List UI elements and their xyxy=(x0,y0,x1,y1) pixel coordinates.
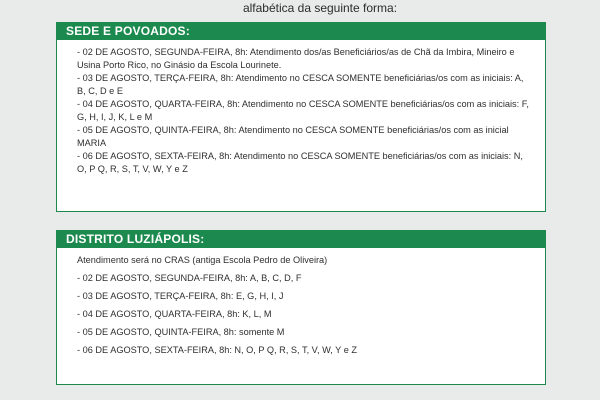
schedule-item: - 04 DE AGOSTO, QUARTA-FEIRA, 8h: Atendimento no CESCA SOMENTE beneficiárias/os com as iniciais: F, G, H, I, J, K, L e M xyxy=(77,99,529,122)
section-body xyxy=(56,40,546,212)
schedule-item: - 02 DE AGOSTO, SEGUNDA-FEIRA, 8h: A, B, C, D, F xyxy=(77,273,302,283)
section-distrito-luziapolis xyxy=(56,230,546,385)
section-intro: Atendimento será no CRAS (antiga Escola Pedro de Oliveira) xyxy=(77,255,328,265)
schedule-item: - 06 DE AGOSTO, SEXTA-FEIRA, 8h: N, O, P Q, R, S, T, V, W, Y e Z xyxy=(77,345,357,355)
schedule-item: - 05 DE AGOSTO, QUINTA-FEIRA, 8h: somente M xyxy=(77,327,285,337)
schedule-item: - 02 DE AGOSTO, SEGUNDA-FEIRA, 8h: Atendimento dos/as Beneficiários/as de Chã da Imbira, Mineiro e Usina Porto Rico, no Ginásio da Escola Lourinete. xyxy=(77,47,515,70)
schedule-item: - 06 DE AGOSTO, SEXTA-FEIRA, 8h: Atendimento no CESCA SOMENTE beneficiárias/os com as iniciais: N, O, P Q, R, S, T, V, W, Y e Z xyxy=(77,151,523,174)
schedule-item: - 03 DE AGOSTO, TERÇA-FEIRA, 8h: Atendimento no CESCA SOMENTE beneficiárias/os com as iniciais: A, B, C, D e E xyxy=(77,73,524,96)
schedule-item: - 04 DE AGOSTO, QUARTA-FEIRA, 8h: K, L, M xyxy=(77,309,272,319)
intro-text: alfabética da seguinte forma: xyxy=(242,1,398,15)
schedule-item: - 05 DE AGOSTO, QUINTA-FEIRA, 8h: Atendimento no CESCA SOMENTE beneficiárias/os com as inicial MARIA xyxy=(77,125,509,148)
schedule-item: - 03 DE AGOSTO, TERÇA-FEIRA, 8h: E, G, H, I, J xyxy=(77,291,284,301)
section-title: SEDE E POVOADOS: xyxy=(56,22,546,40)
section-sede-povoados xyxy=(56,22,546,212)
section-body xyxy=(56,248,546,385)
section-title: DISTRITO LUZIÁPOLIS: xyxy=(56,230,546,248)
